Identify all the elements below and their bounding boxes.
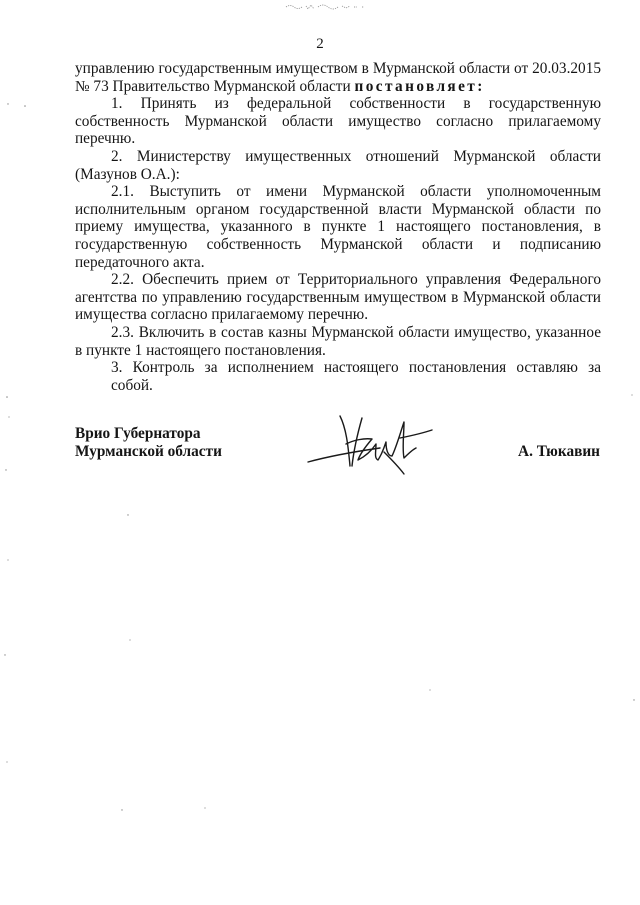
item-2-3-line-2: в пункте 1 настоящего постановления. <box>75 341 326 359</box>
item-2-3-line-1: 2.3. Включить в состав казны Мурманской области имущество, указанное <box>111 323 601 341</box>
item-2-2-line-3: имущества согласно прилагаемому перечню. <box>75 306 369 324</box>
paragraph-intro-line-1: управлению государственным имуществом в Мурманской области от 20.03.2015 <box>75 60 601 77</box>
item-3-line-1: 3. Контроль за исполнением настоящего постановления оставляю за собой. <box>111 359 601 394</box>
page-number: 2 <box>316 36 324 52</box>
item-1-line-1: 1. Принять из федеральной собственности в государственную <box>111 95 601 113</box>
item-2-1-line-3: приему имущества, указанного в пункте 1 настоящего постановления, в <box>75 218 601 236</box>
item-2-1-line-4: государственную собственность Мурманской области и подписанию <box>75 235 601 253</box>
item-2-line-2: (Мазунов О.А.): <box>75 165 180 183</box>
item-1-line-3: перечню. <box>75 130 136 148</box>
decree-keyword: постановляет: <box>354 77 485 95</box>
item-2-1-line-5: передаточного акта. <box>75 253 205 271</box>
item-2-line-1: 2. Министерству имущественных отношений Мурманской области <box>111 147 601 165</box>
intro-prefix: № 73 Правительство Мурманской области <box>75 77 351 95</box>
item-2-1-line-2: исполнительным органом государственной власти Мурманской области по <box>75 200 601 218</box>
item-2-2-line-2: агентства по управлению государственным имуществом в Мурманской области <box>75 288 601 306</box>
item-2-1-line-1: 2.1. Выступить от имени Мурманской области уполномоченным <box>111 183 601 201</box>
item-2-2-line-1: 2.2. Обеспечить прием от Территориального управления Федерального <box>111 271 601 289</box>
signatory-title-line-2: Мурманской области <box>75 442 222 460</box>
signatory-name: А. Тюкавин <box>518 443 600 460</box>
signatory-title-line-1: Врио Губернатора <box>75 425 201 442</box>
item-1-line-2: собственность Мурманской области имущество согласно прилагаемому <box>75 112 601 130</box>
